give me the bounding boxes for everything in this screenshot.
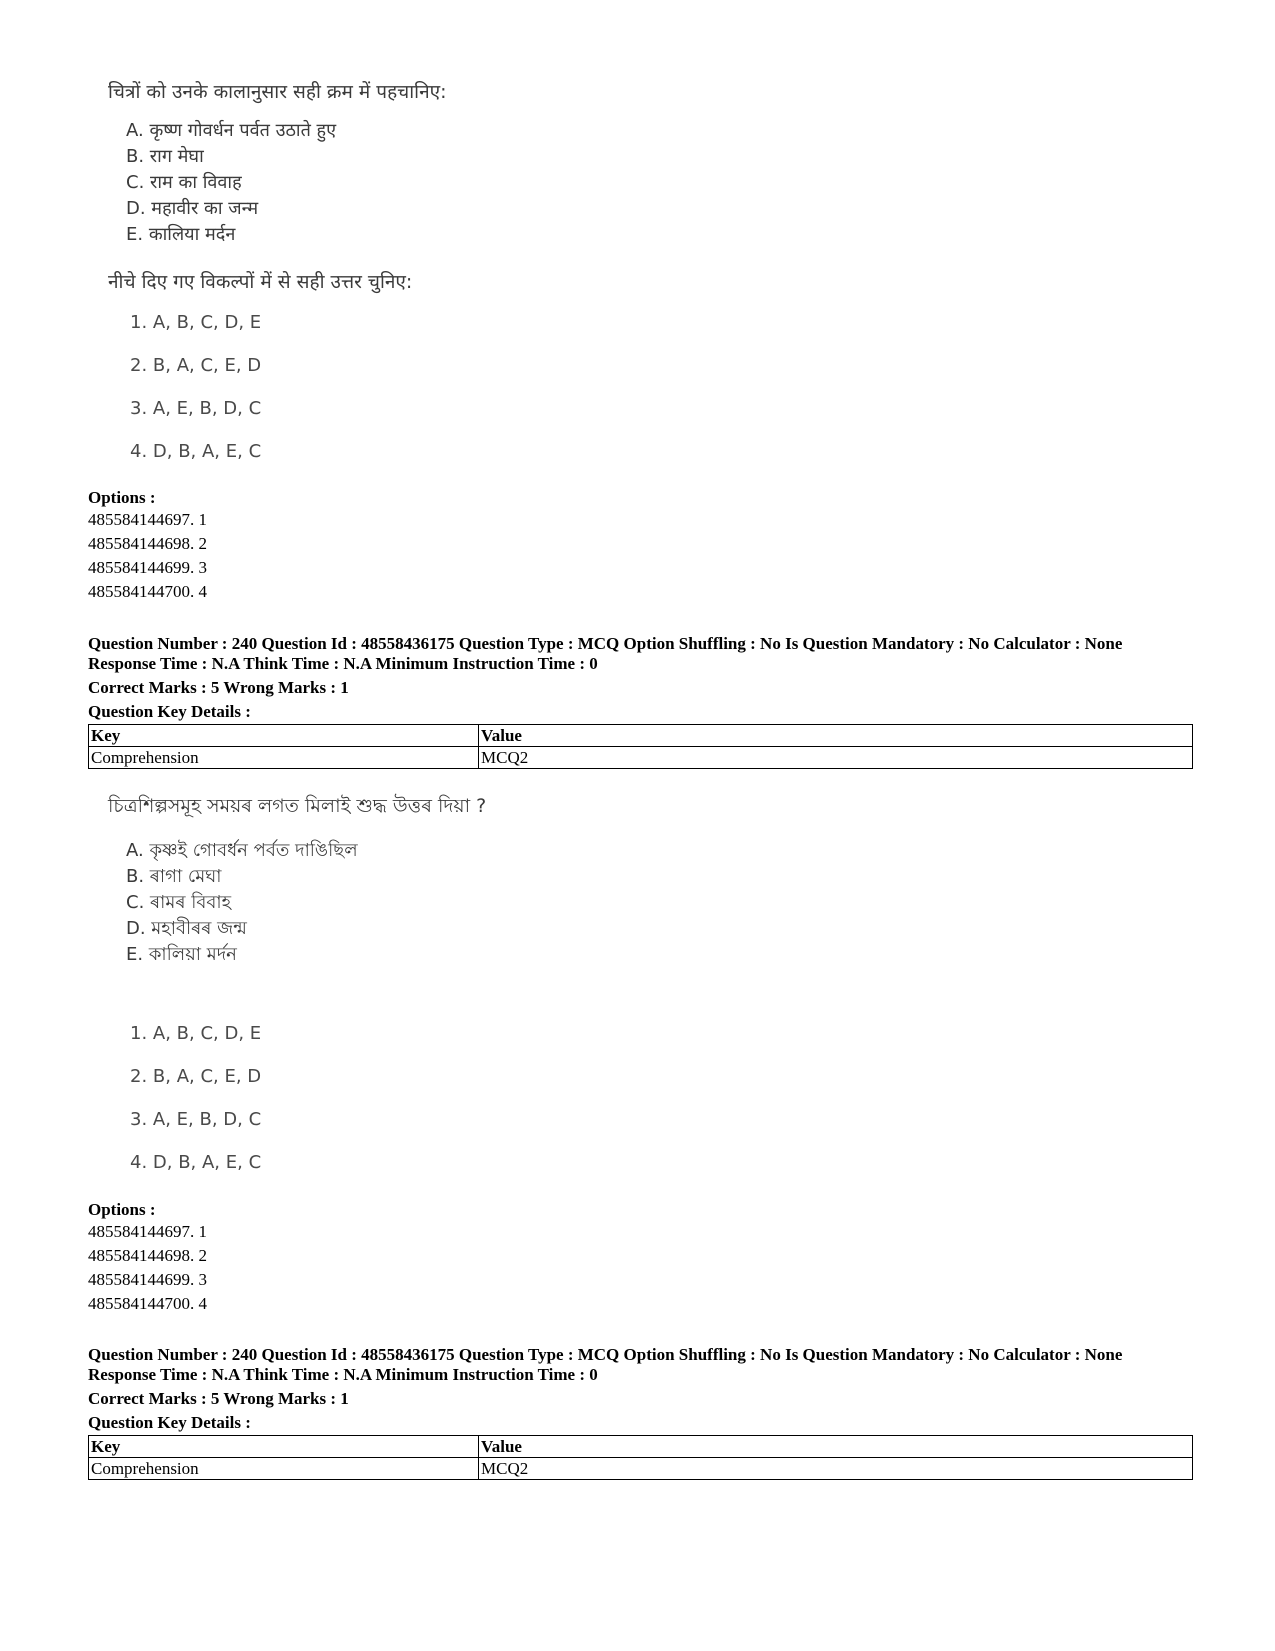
options-block [88,488,207,604]
value-cell: MCQ2 [479,747,1193,769]
key-table-header [89,1436,1193,1458]
statement-b: B. ৰাগা মেঘা [126,866,222,887]
statement-d: D. महावीर का जन्म [126,198,259,219]
choice-4: 4. D, B, A, E, C [130,1152,262,1173]
option-4: 485584144700. 4 [88,1294,207,1313]
question-image-assamese [108,792,486,968]
key-cell: Comprehension [89,747,479,769]
question-meta-line1: Question Number : 240 Question Id : 48558436175 Question Type : MCQ Option Shuffling : No Is Question Mandatory : No Calculator : None [88,634,1123,653]
statement-a: A. কৃষ্ণই গোবৰ্ধন পৰ্বত দাঙিছিল [126,840,358,861]
choice-4: 4. D, B, A, E, C [130,441,262,462]
question-prompt: चित्रों को उनके कालानुसार सही क्रम में पहचानिए: [108,81,447,103]
choice-1: 1. A, B, C, D, E [130,1023,262,1044]
options-label: Options : [88,1200,156,1219]
key-details-label: Question Key Details : [88,702,251,721]
choice-2: 2. B, A, C, E, D [130,355,262,376]
key-table [88,1435,1193,1480]
statement-e: E. কালিয়া মৰ্দন [126,944,237,965]
statement-a: A. कृष्ण गोवर्धन पर्वत उठाते हुए [126,120,337,141]
key-header: Key [89,1436,479,1458]
value-header: Value [479,725,1193,747]
statement-e: E. कालिया मर्दन [126,224,236,245]
statement-b: B. राग मेघा [126,146,204,167]
question-instruction: नीचे दिए गए विकल्पों में से सही उत्तर चुनिए: [108,271,413,293]
question-meta [88,634,1122,722]
choice-3: 3. A, E, B, D, C [130,1109,262,1130]
key-header: Key [89,725,479,747]
statement-d: D. মহাবীৰৰ জন্ম [126,918,247,939]
key-cell: Comprehension [89,1458,479,1480]
option-1: 485584144697. 1 [88,510,207,529]
option-2: 485584144698. 2 [88,1246,207,1265]
statement-c: C. ৰামৰ বিবাহ [126,892,232,913]
key-table [88,724,1193,769]
choice-1: 1. A, B, C, D, E [130,312,262,333]
question-meta-line2: Response Time : N.A Think Time : N.A Minimum Instruction Time : 0 [88,1365,598,1384]
value-header: Value [479,1436,1193,1458]
options-label: Options : [88,488,156,507]
question-marks: Correct Marks : 5 Wrong Marks : 1 [88,1389,349,1408]
options-block [88,1200,207,1316]
question-meta-line1: Question Number : 240 Question Id : 48558436175 Question Type : MCQ Option Shuffling : No Is Question Mandatory : No Calculator : None [88,1345,1123,1364]
question-meta [88,1345,1122,1433]
key-table-header [89,725,1193,747]
option-3: 485584144699. 3 [88,1270,207,1289]
key-details-label: Question Key Details : [88,1413,251,1432]
choice-3: 3. A, E, B, D, C [130,398,262,419]
choice-list [130,1023,261,1195]
option-1: 485584144697. 1 [88,1222,207,1241]
key-table-row [89,747,1193,769]
option-4: 485584144700. 4 [88,582,207,601]
statement-list [126,118,447,248]
question-marks: Correct Marks : 5 Wrong Marks : 1 [88,678,349,697]
key-table-row [89,1458,1193,1480]
option-2: 485584144698. 2 [88,534,207,553]
option-3: 485584144699. 3 [88,558,207,577]
statement-c: C. राम का विवाह [126,172,242,193]
choice-list [130,312,261,484]
question-image-hindi [108,78,447,294]
value-cell: MCQ2 [479,1458,1193,1480]
statement-list [126,838,486,968]
choice-2: 2. B, A, C, E, D [130,1066,262,1087]
question-meta-line2: Response Time : N.A Think Time : N.A Minimum Instruction Time : 0 [88,654,598,673]
question-prompt: চিত্ৰশিল্পসমূহ সময়ৰ লগত মিলাই শুদ্ধ উত্তৰ দিয়া ? [108,795,487,817]
